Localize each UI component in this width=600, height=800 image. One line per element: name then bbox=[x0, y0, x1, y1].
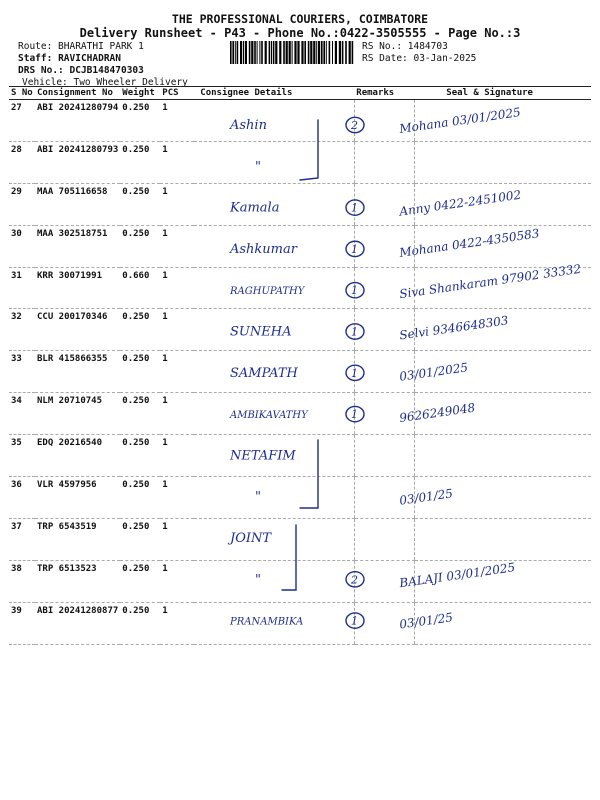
remarks-cell bbox=[354, 309, 414, 351]
barcode-bar bbox=[321, 41, 323, 64]
cell-wt: 0.250 bbox=[120, 560, 160, 602]
barcode-bar bbox=[323, 41, 325, 64]
cell-pcs: 1 bbox=[160, 602, 194, 644]
handwritten-signature: 03/01/25 bbox=[398, 610, 454, 632]
remarks-cell bbox=[354, 267, 414, 309]
cell-sno: 36 bbox=[9, 477, 35, 519]
runsheet-table bbox=[9, 86, 591, 645]
barcode-bar bbox=[240, 41, 242, 64]
cell-wt: 0.250 bbox=[120, 351, 160, 393]
cell-pcs: 1 bbox=[160, 225, 194, 267]
table-row bbox=[9, 435, 591, 477]
signature-cell bbox=[414, 225, 591, 267]
cell-wt: 0.250 bbox=[120, 393, 160, 435]
cell-pcs: 1 bbox=[160, 267, 194, 309]
barcode-bar bbox=[235, 41, 236, 64]
cell-cn: KRR 30071991 bbox=[35, 267, 120, 309]
col-header: PCS bbox=[160, 87, 194, 100]
barcode-bar bbox=[273, 41, 275, 64]
barcode-bar bbox=[342, 41, 344, 64]
cell-cn: CCU 200170346 bbox=[35, 309, 120, 351]
barcode-bar bbox=[316, 41, 317, 64]
cell-cn: TRP 6513523 bbox=[35, 560, 120, 602]
table-row bbox=[9, 477, 591, 519]
remarks-cell bbox=[354, 141, 414, 183]
col-header: S No bbox=[9, 87, 35, 100]
handwritten-signature: Mohana 03/01/2025 bbox=[398, 105, 522, 136]
consignee-cell bbox=[194, 225, 354, 267]
cell-pcs: 1 bbox=[160, 477, 194, 519]
barcode-bar bbox=[283, 41, 285, 64]
cell-wt: 0.250 bbox=[120, 183, 160, 225]
cell-wt: 0.250 bbox=[120, 309, 160, 351]
consignee-cell bbox=[194, 309, 354, 351]
handwritten-signature: 03/01/25 bbox=[398, 486, 454, 508]
barcode-bar bbox=[318, 41, 320, 64]
handwritten-signature: 03/01/2025 bbox=[398, 360, 469, 384]
cell-sno: 34 bbox=[9, 393, 35, 435]
cell-sno: 29 bbox=[9, 183, 35, 225]
consignee-cell bbox=[194, 518, 354, 560]
col-header: Consignee Details bbox=[194, 87, 354, 100]
signature-cell bbox=[414, 351, 591, 393]
table-row bbox=[9, 183, 591, 225]
handwritten-consignee: " bbox=[255, 572, 261, 588]
barcode-bar bbox=[335, 41, 337, 64]
barcode-bar bbox=[301, 41, 303, 64]
cell-sno: 28 bbox=[9, 141, 35, 183]
consignee-cell bbox=[194, 435, 354, 477]
table-row bbox=[9, 309, 591, 351]
consignee-cell bbox=[194, 141, 354, 183]
handwritten-signature: BALAJI 03/01/2025 bbox=[398, 560, 516, 591]
barcode-bar bbox=[251, 41, 253, 64]
handwritten-consignee: JOINT bbox=[230, 531, 272, 546]
handwritten-consignee: " bbox=[255, 159, 261, 175]
handwritten-remark: 1 bbox=[351, 614, 358, 628]
document-subtitle: Delivery Runsheet - P43 - Phone No.:0422-3505555 - Page No.:3 bbox=[79, 26, 521, 40]
table-row bbox=[9, 602, 591, 644]
handwritten-consignee: PRANAMBIKA bbox=[230, 616, 304, 628]
col-header: Consignment No bbox=[35, 87, 120, 100]
cell-sno: 35 bbox=[9, 435, 35, 477]
remarks-cell bbox=[354, 100, 414, 142]
handwritten-remark: 1 bbox=[351, 242, 358, 256]
table-row bbox=[9, 141, 591, 183]
cell-cn: MAA 705116658 bbox=[35, 183, 120, 225]
barcode-bar bbox=[249, 41, 251, 64]
handwritten-signature: Selvi 9346648303 bbox=[398, 313, 510, 343]
handwritten-remark: 2 bbox=[351, 573, 358, 587]
remarks-cell bbox=[354, 602, 414, 644]
cell-sno: 30 bbox=[9, 225, 35, 267]
vehicle-label: Vehicle: Two Wheeler Delivery bbox=[22, 77, 188, 88]
cell-wt: 0.660 bbox=[120, 267, 160, 309]
table-row bbox=[9, 225, 591, 267]
signature-cell bbox=[414, 435, 591, 477]
handwritten-signature: 9626249048 bbox=[398, 400, 477, 426]
consignee-cell bbox=[194, 351, 354, 393]
remarks-cell bbox=[354, 560, 414, 602]
cell-sno: 32 bbox=[9, 309, 35, 351]
barcode-bar bbox=[292, 41, 293, 64]
consignee-cell bbox=[194, 183, 354, 225]
cell-pcs: 1 bbox=[160, 435, 194, 477]
barcode-bar bbox=[349, 41, 351, 64]
signature-cell bbox=[414, 393, 591, 435]
handwritten-consignee: RAGHUPATHY bbox=[230, 286, 305, 298]
cell-cn: NLM 20710745 bbox=[35, 393, 120, 435]
staff-label: Staff: bbox=[18, 53, 53, 64]
barcode-bar bbox=[304, 41, 306, 64]
cell-wt: 0.250 bbox=[120, 100, 160, 142]
table-row bbox=[9, 560, 591, 602]
signature-cell bbox=[414, 309, 591, 351]
barcode-bar bbox=[352, 41, 354, 64]
barcode-bar bbox=[265, 41, 267, 64]
cell-wt: 0.250 bbox=[120, 141, 160, 183]
rs-number: RS No.: 1484703 bbox=[362, 41, 448, 52]
handwritten-consignee: Ashkumar bbox=[230, 241, 297, 257]
handwritten-consignee: NETAFIM bbox=[230, 448, 296, 464]
barcode-bar bbox=[345, 41, 347, 64]
handwritten-consignee: SAMPATH bbox=[230, 365, 298, 381]
handwritten-consignee: Ashin bbox=[230, 118, 267, 133]
cell-sno: 37 bbox=[9, 518, 35, 560]
signature-cell bbox=[414, 560, 591, 602]
remarks-cell bbox=[354, 225, 414, 267]
table-row bbox=[9, 351, 591, 393]
barcode-bar bbox=[243, 41, 244, 64]
table-header-row bbox=[9, 87, 591, 100]
barcode-bar bbox=[237, 41, 239, 64]
barcode-bar bbox=[245, 41, 247, 64]
table-row bbox=[9, 267, 591, 309]
barcode-bar bbox=[269, 41, 271, 64]
route-label: Route: BHARATHI PARK 1 bbox=[18, 41, 144, 52]
handwritten-signature: Siva Shankaram 97902 33332 bbox=[398, 261, 582, 302]
barcode-bar bbox=[232, 41, 234, 64]
barcode-bar bbox=[332, 41, 333, 64]
cell-pcs: 1 bbox=[160, 309, 194, 351]
drs-label: DRS No.: bbox=[18, 65, 64, 76]
remarks-cell bbox=[354, 477, 414, 519]
rs-date: RS Date: 03-Jan-2025 bbox=[362, 53, 477, 64]
handwritten-remark: 2 bbox=[351, 119, 358, 132]
signature-cell bbox=[414, 518, 591, 560]
table-row bbox=[9, 518, 591, 560]
barcode-bar bbox=[275, 41, 277, 64]
remarks-cell bbox=[354, 183, 414, 225]
handwritten-remark: 1 bbox=[351, 408, 358, 422]
cell-sno: 31 bbox=[9, 267, 35, 309]
barcode-bar bbox=[297, 41, 299, 64]
consignee-cell bbox=[194, 393, 354, 435]
cell-wt: 0.250 bbox=[120, 435, 160, 477]
cell-sno: 27 bbox=[9, 100, 35, 142]
cell-cn: ABI 20241280794 bbox=[35, 100, 120, 142]
remarks-cell bbox=[354, 393, 414, 435]
barcode-bar bbox=[261, 41, 263, 64]
remarks-cell bbox=[354, 351, 414, 393]
cell-pcs: 1 bbox=[160, 183, 194, 225]
handwritten-consignee: AMBIKAVATHY bbox=[230, 410, 308, 422]
consignee-cell bbox=[194, 267, 354, 309]
col-header: Weight bbox=[120, 87, 160, 100]
barcode-bar bbox=[310, 41, 312, 64]
barcode-bar bbox=[329, 41, 331, 64]
consignee-cell bbox=[194, 100, 354, 142]
table-row bbox=[9, 393, 591, 435]
handwritten-signature: Mohana 0422-4350583 bbox=[398, 226, 541, 260]
cell-wt: 0.250 bbox=[120, 477, 160, 519]
drs-line bbox=[18, 65, 144, 77]
barcode bbox=[230, 41, 356, 64]
signature-cell bbox=[414, 477, 591, 519]
table-row bbox=[9, 100, 591, 142]
cell-pcs: 1 bbox=[160, 141, 194, 183]
barcode-bar bbox=[289, 41, 291, 64]
drs-number: DCJB148470303 bbox=[69, 65, 144, 76]
cell-pcs: 1 bbox=[160, 560, 194, 602]
remarks-cell bbox=[354, 518, 414, 560]
handwritten-consignee: " bbox=[255, 489, 261, 505]
barcode-bar bbox=[326, 41, 327, 64]
barcode-bar bbox=[308, 41, 310, 64]
barcode-bar bbox=[279, 41, 281, 64]
cell-cn: VLR 4597956 bbox=[35, 477, 120, 519]
barcode-bar bbox=[313, 41, 315, 64]
cell-pcs: 1 bbox=[160, 518, 194, 560]
signature-cell bbox=[414, 183, 591, 225]
col-header: Remarks bbox=[354, 87, 414, 100]
handwritten-signature: Anny 0422-2451002 bbox=[398, 187, 522, 219]
handwritten-remark: 1 bbox=[351, 366, 358, 380]
signature-cell bbox=[414, 141, 591, 183]
barcode-bar bbox=[259, 41, 260, 64]
cell-wt: 0.250 bbox=[120, 602, 160, 644]
cell-pcs: 1 bbox=[160, 100, 194, 142]
barcode-bar bbox=[254, 41, 256, 64]
cell-pcs: 1 bbox=[160, 351, 194, 393]
handwritten-remark: 1 bbox=[351, 284, 358, 298]
cell-cn: ABI 20241280793 bbox=[35, 141, 120, 183]
barcode-bar bbox=[257, 41, 258, 64]
staff-name: RAVICHADRAN bbox=[58, 53, 121, 64]
handwritten-remark: 1 bbox=[351, 325, 358, 339]
consignee-cell bbox=[194, 602, 354, 644]
document-title: THE PROFESSIONAL COURIERS, COIMBATORE bbox=[171, 12, 429, 26]
cell-cn: EDQ 20216540 bbox=[35, 435, 120, 477]
cell-cn: ABI 20241280877 bbox=[35, 602, 120, 644]
barcode-bar bbox=[230, 41, 232, 64]
handwritten-remark: 1 bbox=[351, 201, 358, 215]
handwritten-consignee: SUNEHA bbox=[230, 324, 292, 340]
cell-pcs: 1 bbox=[160, 393, 194, 435]
barcode-bar bbox=[286, 41, 288, 64]
cell-cn: MAA 302518751 bbox=[35, 225, 120, 267]
consignee-cell bbox=[194, 477, 354, 519]
cell-cn: TRP 6543519 bbox=[35, 518, 120, 560]
barcode-bar bbox=[339, 41, 341, 64]
barcode-bar bbox=[271, 41, 272, 64]
cell-sno: 38 bbox=[9, 560, 35, 602]
col-header: Seal & Signature bbox=[414, 87, 591, 100]
cell-cn: BLR 415866355 bbox=[35, 351, 120, 393]
signature-cell bbox=[414, 602, 591, 644]
consignee-cell bbox=[194, 560, 354, 602]
barcode-bar bbox=[294, 41, 296, 64]
staff-line bbox=[18, 53, 121, 65]
signature-cell bbox=[414, 100, 591, 142]
cell-sno: 33 bbox=[9, 351, 35, 393]
cell-wt: 0.250 bbox=[120, 225, 160, 267]
handwritten-consignee: Kamala bbox=[230, 200, 280, 216]
cell-wt: 0.250 bbox=[120, 518, 160, 560]
remarks-cell bbox=[354, 435, 414, 477]
signature-cell bbox=[414, 267, 591, 309]
cell-sno: 39 bbox=[9, 602, 35, 644]
